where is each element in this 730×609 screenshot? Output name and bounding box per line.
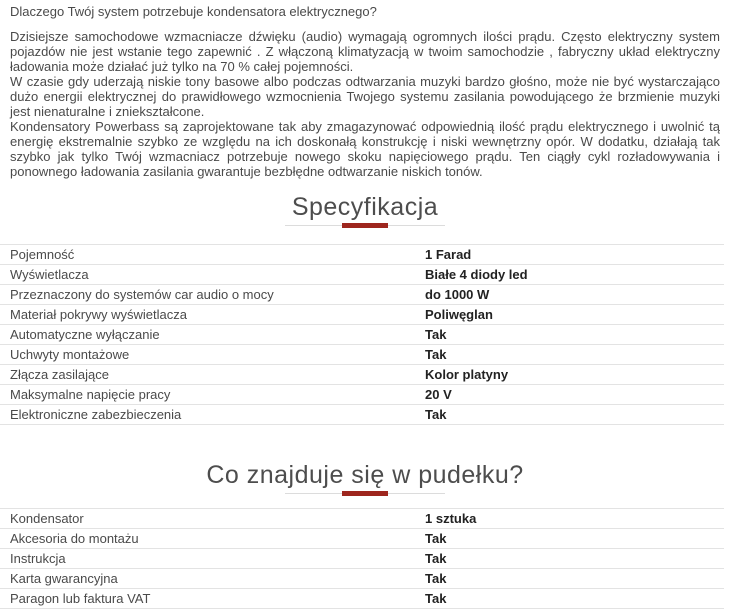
specification-heading: Specyfikacja [291, 193, 439, 221]
spec-row-value: Tak [425, 531, 447, 546]
table-row [0, 529, 724, 549]
spec-row-label: Złącza zasilające [10, 367, 109, 382]
table-row [0, 325, 724, 345]
table-row [0, 549, 724, 569]
spec-row-label: Kondensator [10, 511, 84, 526]
heading-underline-decoration [285, 491, 445, 496]
spec-row-label: Automatyczne wyłączanie [10, 327, 160, 342]
table-row [0, 385, 724, 405]
spec-row-value: do 1000 W [425, 287, 490, 302]
intro-question-title: Dlaczego Twój system potrzebuje kondensatora elektrycznego? [10, 4, 377, 19]
spec-row-value: Tak [425, 327, 447, 342]
spec-row-value: Kolor platyny [425, 367, 509, 382]
spec-row-value: Tak [425, 407, 447, 422]
table-row [0, 245, 724, 265]
spec-row-value: Tak [425, 347, 447, 362]
heading-underline-decoration [285, 223, 445, 228]
spec-row-label: Przeznaczony do systemów car audio o mocy [10, 287, 274, 302]
table-row [0, 265, 724, 285]
spec-row-value: 20 V [425, 387, 452, 402]
spec-row-label: Uchwyty montażowe [10, 347, 130, 362]
specification-table [0, 244, 724, 425]
spec-row-value: Tak [425, 551, 447, 566]
table-row [0, 305, 724, 325]
intro-paragraph: Dzisiejsze samochodowe wzmacniacze dźwięku (audio) wymagają ogromnych ilości prądu. Często elektryczny system pojazdów nie jest wstanie tego zapewnić . Z włączoną klimatyzacją w twoim samochodzie , fabryczny układ elektryczny ładowania może działać już tylko na 70 % całej pojemności. [10, 29, 720, 74]
table-row [0, 509, 724, 529]
underline-red-accent [342, 223, 388, 228]
spec-row-value: Poliwęglan [425, 307, 493, 322]
box-contents-section [0, 461, 730, 609]
spec-row-label: Materiał pokrywy wyświetlacza [10, 307, 187, 322]
spec-row-label: Paragon lub faktura VAT [10, 591, 151, 606]
specification-section [0, 193, 730, 425]
spec-row-label: Wyświetlacza [10, 267, 89, 282]
description-intro [0, 0, 730, 179]
table-row [0, 405, 724, 425]
spec-row-value: Białe 4 diody led [425, 267, 528, 282]
table-row [0, 569, 724, 589]
spec-row-value: Tak [425, 591, 447, 606]
spec-row-label: Maksymalne napięcie pracy [10, 387, 171, 402]
spec-row-value: 1 Farad [425, 247, 472, 262]
table-row [0, 285, 724, 305]
spec-row-value: Tak [425, 571, 447, 586]
box-contents-heading: Co znajduje się w pudełku? [206, 461, 524, 489]
table-row [0, 365, 724, 385]
intro-paragraph: W czasie gdy uderzają niskie tony basowe albo podczas odtwarzania muzyki bardzo głośno, może nie być wystarczająco dużo energii elektrycznej do prawidłowego wzmocnienia Twojego systemu zasilania powodującego że brzmienie muzyki jest nienaturalne i zniekształcone. [10, 74, 720, 119]
table-row [0, 589, 724, 609]
spec-row-label: Elektroniczne zabezbieczenia [10, 407, 182, 422]
table-row [0, 345, 724, 365]
spec-row-label: Akcesoria do montażu [10, 531, 139, 546]
spec-row-label: Instrukcja [10, 551, 66, 566]
underline-red-accent [342, 491, 388, 496]
spec-row-value: 1 sztuka [425, 511, 477, 526]
spec-row-label: Pojemność [10, 247, 75, 262]
intro-paragraph: Kondensatory Powerbass są zaprojektowane tak aby zmagazynować odpowiednią ilość prądu elektrycznego i uwolnić tą energię ekstremalnie szybko ze względu na ich doskonałą konstrukcję i niski wewnętrzny opór. W dodatku, działają tak szybko jak tylko Twój wzmacniacz potrzebuje nowego skoku napięciowego prądu. Ten ciągły cykl rozładowywania i ponownego ładowania zasilania gwarantuje bezbłędne odtwarzanie niskich tonów. [10, 119, 720, 179]
box-contents-table [0, 508, 724, 609]
intro-paragraphs [10, 29, 720, 179]
spec-row-label: Karta gwarancyjna [10, 571, 118, 586]
